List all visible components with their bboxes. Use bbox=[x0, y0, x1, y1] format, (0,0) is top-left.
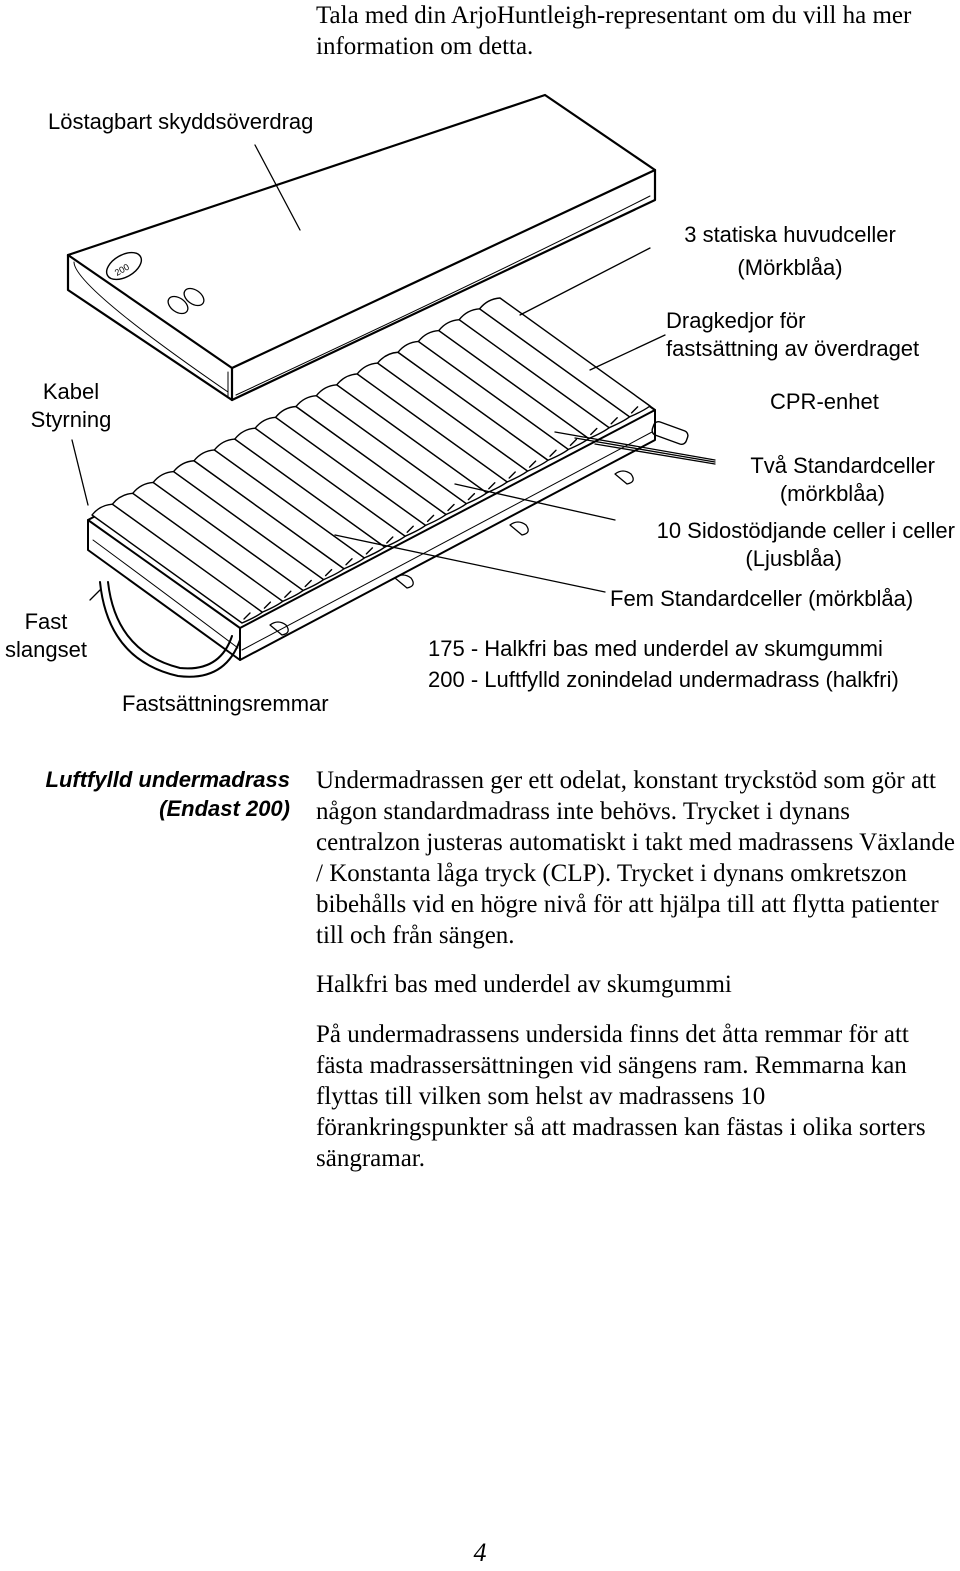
section-title bbox=[0, 765, 290, 823]
label-base-200: 200 - Luftfylld zonindelad undermadrass (halkfri) bbox=[428, 667, 899, 692]
page-number: 4 bbox=[473, 1538, 487, 1567]
cpr-unit-icon bbox=[651, 420, 690, 445]
label-hose-1: Fast bbox=[24, 609, 68, 634]
label-two-std-1: Två Standardceller bbox=[750, 453, 935, 478]
label-straps: Fastsättningsremmar bbox=[122, 691, 329, 716]
label-cable-1: Kabel bbox=[42, 379, 100, 404]
label-side-cells-1: 10 Sidostödjande celler i celler bbox=[656, 518, 955, 543]
label-five-std: Fem Standardceller (mörkblåa) bbox=[610, 586, 914, 611]
label-zippers-1: Dragkedjor för bbox=[666, 308, 806, 333]
label-base-175: 175 - Halkfri bas med underdel av skumgummi bbox=[428, 636, 883, 661]
subheading-foam-base: Halkfri bas med underdel av skumgummi bbox=[316, 971, 732, 998]
label-head-cells-2: (Mörkblåa) bbox=[737, 255, 843, 280]
intro-text: Tala med din ArjoHuntleigh-representant om du vill ha mer information om detta. bbox=[316, 2, 912, 60]
label-cpr: CPR-enhet bbox=[770, 389, 879, 414]
logo-number: 200 bbox=[112, 261, 131, 278]
label-cable-2: Styrning bbox=[30, 407, 112, 432]
section-title-line-1: Luftfylld undermadrass bbox=[45, 767, 290, 792]
paragraph-straps: På undermadrassens undersida finns det åtta remmar för att fästa madrassersättningen vid sängens ram. Remmarna kan flyttas till vilken som helst av madrassens 10 förankringspunkter så att madrassen kan fästas i olika sorters sängramar. bbox=[316, 1021, 926, 1172]
label-side-cells-2: (Ljusblåa) bbox=[745, 546, 842, 571]
label-zippers-2: fastsättning av överdraget bbox=[666, 336, 920, 361]
label-cover: Löstagbart skyddsöverdrag bbox=[48, 109, 314, 134]
paragraph-air-mattress: Undermadrassen ger ett odelat, konstant tryckstöd som gör att någon standardmadrass inte behövs. Trycket i dynans centralzon justeras automatiskt i takt med madrassens Växlande / Konstanta låga tryck (CLP). Trycket i dynans omkretszon bibehålls vid en högre nivå för att hjälpa till att flytta patienter till och från sängen. bbox=[316, 767, 955, 949]
label-hose-2: slangset bbox=[5, 637, 87, 662]
mattress-cells bbox=[92, 298, 650, 623]
label-head-cells-1: 3 statiska huvudceller bbox=[684, 222, 896, 247]
section-title-line-2: (Endast 200) bbox=[159, 796, 290, 821]
label-two-std-2: (mörkblåa) bbox=[779, 481, 885, 506]
